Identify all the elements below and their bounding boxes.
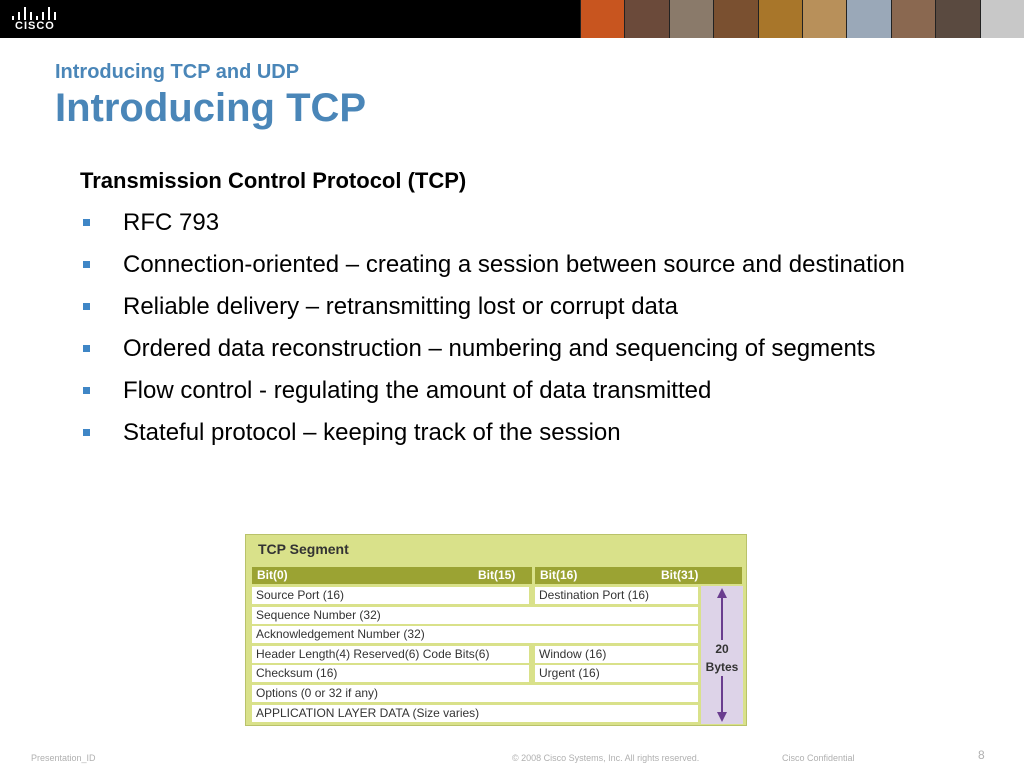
segment-title: TCP Segment <box>258 541 349 557</box>
app-data-field: APPLICATION LAYER DATA (Size varies) <box>252 705 698 722</box>
bullet-text: Ordered data reconstruction – numbering and sequencing of segments <box>123 335 876 362</box>
bytes-label <box>701 640 743 676</box>
bullet-square-icon <box>83 387 90 394</box>
slide-title: Introducing TCP <box>55 86 367 130</box>
section-heading: Transmission Control Protocol (TCP) <box>80 168 467 193</box>
photo-10 <box>980 0 1024 38</box>
photo-3 <box>669 0 713 38</box>
bullet-item <box>80 336 940 362</box>
logo-text: CISCO <box>15 20 55 32</box>
bullet-square-icon <box>83 345 90 352</box>
bytes-value: 20 <box>715 642 729 656</box>
bullet-item <box>80 252 940 278</box>
bullet-list <box>80 210 940 462</box>
bullet-text: Stateful protocol – keeping track of the session <box>123 419 621 446</box>
bullet-item <box>80 210 940 236</box>
footer-presentation-id: Presentation_ID <box>31 753 96 763</box>
photo-9 <box>935 0 979 38</box>
cisco-logo <box>6 4 66 34</box>
bullet-square-icon <box>83 261 90 268</box>
bullet-text: Flow control - regulating the amount of data transmitted <box>123 377 712 404</box>
bit31-label: Bit(31) <box>661 568 699 582</box>
header-length-field: Header Length(4) Reserved(6) Code Bits(6) <box>252 646 529 663</box>
photo-1 <box>580 0 624 38</box>
bytes-indicator <box>701 586 743 724</box>
ack-number-field: Acknowledgement Number (32) <box>252 626 698 643</box>
bullet-item <box>80 378 940 404</box>
bullet-square-icon <box>83 219 90 226</box>
checksum-field: Checksum (16) <box>252 665 529 682</box>
bullet-text: RFC 793 <box>123 209 220 236</box>
urgent-field: Urgent (16) <box>535 665 698 682</box>
photo-7 <box>846 0 890 38</box>
bit16-label: Bit(16) <box>540 568 578 582</box>
photo-strip <box>580 0 1024 38</box>
bullet-text: Reliable delivery – retransmitting lost or corrupt data <box>123 293 678 320</box>
segment-bit-header <box>252 567 742 584</box>
cisco-bridge-icon <box>12 6 58 20</box>
options-field: Options (0 or 32 if any) <box>252 685 698 702</box>
bullet-text: Connection-oriented – creating a session between source and destination <box>123 251 905 278</box>
source-port-field: Source Port (16) <box>252 587 529 604</box>
bullet-square-icon <box>83 303 90 310</box>
photo-8 <box>891 0 935 38</box>
bit0-label: Bit(0) <box>257 568 288 582</box>
photo-2 <box>624 0 668 38</box>
bullet-item <box>80 420 940 446</box>
slide-subtitle: Introducing TCP and UDP <box>55 61 300 83</box>
tcp-segment-figure <box>245 534 747 726</box>
bullet-square-icon <box>83 429 90 436</box>
footer-copyright: © 2008 Cisco Systems, Inc. All rights reserved. <box>512 753 700 763</box>
bit15-label: Bit(15) <box>478 568 516 582</box>
destination-port-field: Destination Port (16) <box>535 587 698 604</box>
photo-4 <box>713 0 757 38</box>
bytes-unit: Bytes <box>705 660 739 674</box>
photo-6 <box>802 0 846 38</box>
window-field: Window (16) <box>535 646 698 663</box>
bullet-item <box>80 294 940 320</box>
header-separator <box>532 567 535 584</box>
photo-5 <box>758 0 802 38</box>
footer-confidential: Cisco Confidential <box>782 753 855 763</box>
page-number: 8 <box>978 748 985 762</box>
header-banner <box>0 0 1024 38</box>
sequence-number-field: Sequence Number (32) <box>252 607 698 624</box>
